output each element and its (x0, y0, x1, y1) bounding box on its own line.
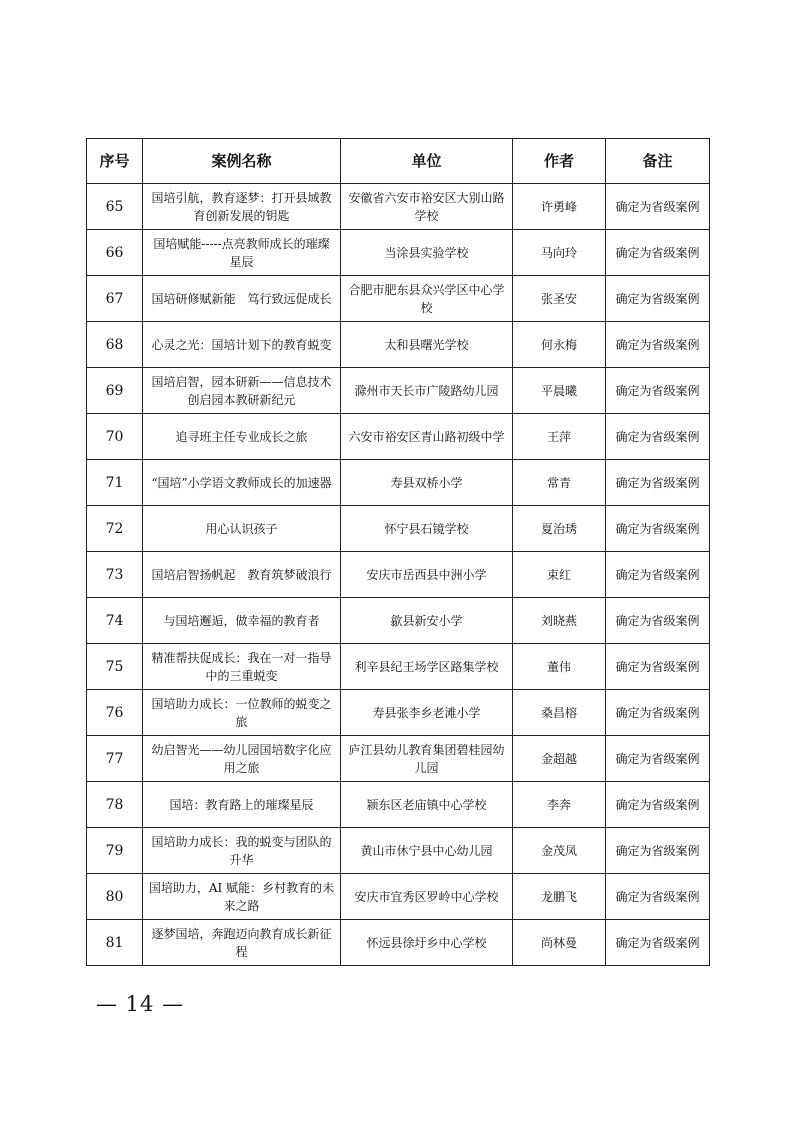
header-case-name: 案例名称 (143, 139, 341, 184)
case-name: 国培研修赋新能 笃行致远促成长 (143, 276, 341, 322)
note: 确定为省级案例 (606, 782, 710, 828)
table-row (87, 874, 710, 920)
row-number: 73 (87, 552, 143, 598)
table-row (87, 230, 710, 276)
case-table (86, 138, 710, 966)
author-name: 王萍 (513, 414, 606, 460)
case-name: 心灵之光：国培计划下的教育蜕变 (143, 322, 341, 368)
author-name: 刘晓燕 (513, 598, 606, 644)
table-row (87, 552, 710, 598)
table-row (87, 598, 710, 644)
author-name: 马向玲 (513, 230, 606, 276)
row-number: 70 (87, 414, 143, 460)
author-name: 尚林曼 (513, 920, 606, 966)
table-row (87, 414, 710, 460)
row-number: 68 (87, 322, 143, 368)
unit-name: 滁州市天长市广陵路幼儿园 (341, 368, 513, 414)
case-name: 国培助力，AI 赋能：乡村教育的未来之路 (143, 874, 341, 920)
unit-name: 黄山市休宁县中心幼儿园 (341, 828, 513, 874)
row-number: 65 (87, 184, 143, 230)
table-row (87, 460, 710, 506)
table-row (87, 368, 710, 414)
unit-name: 太和县曙光学校 (341, 322, 513, 368)
author-name: 常青 (513, 460, 606, 506)
note: 确定为省级案例 (606, 598, 710, 644)
row-number: 78 (87, 782, 143, 828)
note: 确定为省级案例 (606, 322, 710, 368)
note: 确定为省级案例 (606, 368, 710, 414)
unit-name: 安庆市岳西县中洲小学 (341, 552, 513, 598)
table-row (87, 184, 710, 230)
table-row (87, 782, 710, 828)
author-name: 龙鹏飞 (513, 874, 606, 920)
row-number: 66 (87, 230, 143, 276)
case-name: 逐梦国培，奔跑迈向教育成长新征程 (143, 920, 341, 966)
unit-name: 利辛县纪王场学区路集学校 (341, 644, 513, 690)
row-number: 71 (87, 460, 143, 506)
table-row (87, 690, 710, 736)
author-name: 董伟 (513, 644, 606, 690)
note: 确定为省级案例 (606, 920, 710, 966)
note: 确定为省级案例 (606, 460, 710, 506)
unit-name: 六安市裕安区青山路初级中学 (341, 414, 513, 460)
author-name: 金茂凤 (513, 828, 606, 874)
case-name: 国培启智，园本研新——信息技术创启园本教研新纪元 (143, 368, 341, 414)
row-number: 67 (87, 276, 143, 322)
row-number: 81 (87, 920, 143, 966)
case-name: 幼启智光——幼儿园国培数字化应用之旅 (143, 736, 341, 782)
note: 确定为省级案例 (606, 184, 710, 230)
table-row (87, 644, 710, 690)
header-index: 序号 (87, 139, 143, 184)
table-row (87, 828, 710, 874)
unit-name: 怀宁县石镜学校 (341, 506, 513, 552)
note: 确定为省级案例 (606, 874, 710, 920)
case-name: 国培引航，教育逐梦：打开县域教育创新发展的钥匙 (143, 184, 341, 230)
row-number: 75 (87, 644, 143, 690)
note: 确定为省级案例 (606, 414, 710, 460)
unit-name: 怀远县徐圩乡中心学校 (341, 920, 513, 966)
unit-name: 安徽省六安市裕安区大别山路学校 (341, 184, 513, 230)
table-row (87, 506, 710, 552)
author-name: 夏治琇 (513, 506, 606, 552)
case-name: 国培：教育路上的璀璨星辰 (143, 782, 341, 828)
table-row (87, 920, 710, 966)
unit-name: 寿县张李乡老滩小学 (341, 690, 513, 736)
unit-name: 合肥市肥东县众兴学区中心学校 (341, 276, 513, 322)
case-name: 追寻班主任专业成长之旅 (143, 414, 341, 460)
note: 确定为省级案例 (606, 644, 710, 690)
note: 确定为省级案例 (606, 506, 710, 552)
header-note: 备注 (606, 139, 710, 184)
note: 确定为省级案例 (606, 230, 710, 276)
row-number: 76 (87, 690, 143, 736)
header-author: 作者 (513, 139, 606, 184)
case-name: 国培助力成长：我的蜕变与团队的升华 (143, 828, 341, 874)
note: 确定为省级案例 (606, 552, 710, 598)
row-number: 77 (87, 736, 143, 782)
row-number: 72 (87, 506, 143, 552)
author-name: 许勇峰 (513, 184, 606, 230)
row-number: 69 (87, 368, 143, 414)
case-name: 国培赋能-----点亮教师成长的璀璨星辰 (143, 230, 341, 276)
case-name: 国培启智扬帆起 教育筑梦破浪行 (143, 552, 341, 598)
row-number: 74 (87, 598, 143, 644)
note: 确定为省级案例 (606, 736, 710, 782)
author-name: 金超越 (513, 736, 606, 782)
note: 确定为省级案例 (606, 828, 710, 874)
table-row (87, 322, 710, 368)
case-name: “国培”小学语文教师成长的加速器 (143, 460, 341, 506)
author-name: 桑昌榕 (513, 690, 606, 736)
author-name: 平晨曦 (513, 368, 606, 414)
row-number: 79 (87, 828, 143, 874)
unit-name: 庐江县幼儿教育集团碧桂园幼儿园 (341, 736, 513, 782)
author-name: 张圣安 (513, 276, 606, 322)
row-number: 80 (87, 874, 143, 920)
note: 确定为省级案例 (606, 690, 710, 736)
unit-name: 颍东区老庙镇中心学校 (341, 782, 513, 828)
unit-name: 安庆市宜秀区罗岭中心学校 (341, 874, 513, 920)
author-name: 何永梅 (513, 322, 606, 368)
unit-name: 寿县双桥小学 (341, 460, 513, 506)
header-unit: 单位 (341, 139, 513, 184)
author-name: 束红 (513, 552, 606, 598)
table-row (87, 736, 710, 782)
case-name: 与国培邂逅，做幸福的教育者 (143, 598, 341, 644)
case-name: 精准帮扶促成长：我在一对一指导中的三重蜕变 (143, 644, 341, 690)
table-row (87, 276, 710, 322)
author-name: 李奔 (513, 782, 606, 828)
unit-name: 歙县新安小学 (341, 598, 513, 644)
page-number: — 14 — (96, 992, 185, 1016)
note: 确定为省级案例 (606, 276, 710, 322)
unit-name: 当涂县实验学校 (341, 230, 513, 276)
case-name: 国培助力成长：一位教师的蜕变之旅 (143, 690, 341, 736)
table-header-row (87, 139, 710, 184)
case-name: 用心认识孩子 (143, 506, 341, 552)
